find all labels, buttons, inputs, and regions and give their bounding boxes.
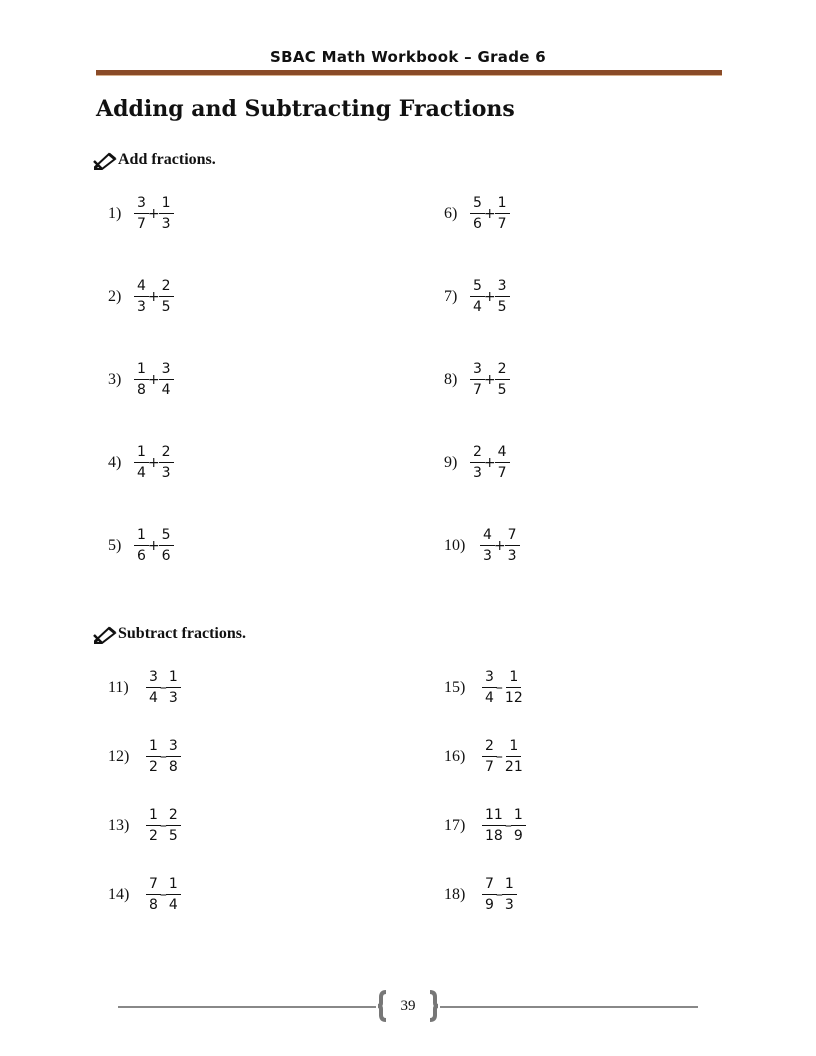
numerator: 3 xyxy=(495,279,510,297)
numerator: 1 xyxy=(506,739,521,757)
numerator: 1 xyxy=(134,445,149,463)
fraction xyxy=(502,670,526,705)
numerator: 1 xyxy=(166,877,181,895)
operator: – xyxy=(159,748,167,765)
denominator: 4 xyxy=(473,299,482,315)
numerator: 1 xyxy=(134,528,149,546)
numerator: 1 xyxy=(134,362,149,380)
operator: + xyxy=(147,454,160,471)
numerator: 1 xyxy=(159,196,174,214)
numerator: 3 xyxy=(166,739,181,757)
fraction xyxy=(146,877,161,912)
section-heading-label: Subtract fractions. xyxy=(118,625,246,642)
fraction-expression xyxy=(146,670,181,705)
operator: + xyxy=(147,537,160,554)
problem-number: 14) xyxy=(108,885,130,903)
fraction-expression xyxy=(146,739,181,774)
fraction xyxy=(502,739,526,774)
fraction-expression xyxy=(480,528,520,563)
fraction xyxy=(511,808,526,843)
fraction-expression xyxy=(482,808,526,843)
problem-add-4 xyxy=(108,445,174,480)
fraction xyxy=(480,528,495,563)
fraction xyxy=(134,445,149,480)
fraction xyxy=(146,808,161,843)
fraction-expression xyxy=(482,670,526,705)
numerator: 5 xyxy=(470,196,485,214)
operator: + xyxy=(147,288,160,305)
problem-add-9 xyxy=(444,445,510,480)
problem-add-2 xyxy=(108,279,174,314)
problem-number: 1) xyxy=(108,204,122,222)
denominator: 8 xyxy=(149,897,158,913)
fraction xyxy=(134,196,149,231)
problem-subtract-6 xyxy=(444,739,526,774)
fraction xyxy=(505,528,520,563)
section-heading-subtract xyxy=(92,624,246,644)
problem-subtract-1 xyxy=(108,670,181,705)
operator: – xyxy=(495,679,503,696)
fraction-expression xyxy=(470,362,510,397)
fraction-expression xyxy=(134,196,174,231)
numerator: 1 xyxy=(511,808,526,826)
fraction-expression xyxy=(134,279,174,314)
fraction xyxy=(482,808,506,843)
problem-number: 3) xyxy=(108,370,122,388)
fraction-expression xyxy=(470,445,510,480)
fraction xyxy=(495,445,510,480)
numerator: 3 xyxy=(482,670,497,688)
problem-add-6 xyxy=(444,196,510,231)
problem-subtract-8 xyxy=(444,877,517,912)
problem-number: 12) xyxy=(108,747,130,765)
denominator: 5 xyxy=(168,828,178,844)
fraction xyxy=(495,196,510,231)
fraction-expression xyxy=(134,362,174,397)
numerator: 3 xyxy=(134,196,149,214)
denominator: 3 xyxy=(473,465,482,481)
fraction-expression xyxy=(146,808,181,843)
denominator: 7 xyxy=(137,216,146,232)
operator: + xyxy=(493,537,506,554)
problem-number: 9) xyxy=(444,453,458,471)
problem-number: 18) xyxy=(444,885,466,903)
fraction-expression xyxy=(134,528,174,563)
operator: – xyxy=(495,748,503,765)
denominator: 5 xyxy=(497,382,507,398)
fraction-expression xyxy=(146,877,181,912)
denominator: 4 xyxy=(137,465,146,481)
section-heading-add xyxy=(92,150,216,170)
problem-add-5 xyxy=(108,528,174,563)
denominator: 7 xyxy=(485,759,494,775)
operator: – xyxy=(504,817,512,834)
operator: + xyxy=(483,371,496,388)
denominator: 3 xyxy=(504,897,514,913)
problem-add-1 xyxy=(108,196,174,231)
fraction xyxy=(495,362,510,397)
fraction xyxy=(482,670,497,705)
fraction-expression xyxy=(134,445,174,480)
denominator: 3 xyxy=(483,548,492,564)
fraction xyxy=(159,279,174,314)
problem-number: 5) xyxy=(108,536,122,554)
header-rule xyxy=(96,70,722,76)
operator: – xyxy=(495,886,503,903)
fraction xyxy=(470,445,485,480)
fraction xyxy=(166,808,181,843)
operator: + xyxy=(483,288,496,305)
fraction xyxy=(134,362,149,397)
fraction xyxy=(166,739,181,774)
problem-number: 7) xyxy=(444,287,458,305)
denominator: 3 xyxy=(507,548,517,564)
problem-add-8 xyxy=(444,362,510,397)
problem-number: 4) xyxy=(108,453,122,471)
footer-rule-right xyxy=(440,1006,698,1008)
problem-subtract-7 xyxy=(444,808,526,843)
operator: – xyxy=(159,886,167,903)
numerator: 5 xyxy=(159,528,174,546)
operator: – xyxy=(159,679,167,696)
numerator: 1 xyxy=(166,670,181,688)
fraction xyxy=(502,877,517,912)
header-title: SBAC Math Workbook – Grade 6 xyxy=(270,48,546,66)
fraction-expression xyxy=(470,196,510,231)
numerator: 2 xyxy=(159,279,174,297)
page-number-box xyxy=(378,990,438,1022)
fraction-expression xyxy=(470,279,510,314)
fraction xyxy=(495,279,510,314)
numerator: 1 xyxy=(502,877,517,895)
problem-number: 8) xyxy=(444,370,458,388)
denominator: 2 xyxy=(149,828,158,844)
numerator: 7 xyxy=(482,877,497,895)
numerator: 2 xyxy=(495,362,510,380)
denominator: 3 xyxy=(161,216,171,232)
fraction xyxy=(482,877,497,912)
problem-add-10 xyxy=(444,528,520,563)
numerator: 2 xyxy=(470,445,485,463)
denominator: 7 xyxy=(497,216,507,232)
problem-number: 11) xyxy=(108,678,129,696)
numerator: 1 xyxy=(146,739,161,757)
fraction xyxy=(166,670,181,705)
numerator: 3 xyxy=(470,362,485,380)
denominator: 21 xyxy=(504,759,523,775)
pencil-icon xyxy=(92,624,118,644)
fraction xyxy=(134,279,149,314)
fraction xyxy=(166,877,181,912)
denominator: 4 xyxy=(161,382,171,398)
numerator: 4 xyxy=(495,445,510,463)
problem-number: 6) xyxy=(444,204,458,222)
problem-add-7 xyxy=(444,279,510,314)
problem-number: 15) xyxy=(444,678,466,696)
numerator: 3 xyxy=(159,362,174,380)
problem-subtract-4 xyxy=(108,877,181,912)
denominator: 7 xyxy=(497,465,507,481)
fraction xyxy=(146,739,161,774)
denominator: 12 xyxy=(504,690,523,706)
numerator: 3 xyxy=(146,670,161,688)
problem-number: 2) xyxy=(108,287,122,305)
fraction xyxy=(470,279,485,314)
denominator: 8 xyxy=(168,759,178,775)
numerator: 5 xyxy=(470,279,485,297)
pencil-icon xyxy=(92,150,118,170)
numerator: 2 xyxy=(482,739,497,757)
denominator: 3 xyxy=(137,299,146,315)
problem-subtract-3 xyxy=(108,808,181,843)
operator: – xyxy=(159,817,167,834)
numerator: 11 xyxy=(482,808,506,826)
denominator: 4 xyxy=(485,690,494,706)
operator: + xyxy=(147,205,160,222)
denominator: 3 xyxy=(168,690,178,706)
problem-number: 13) xyxy=(108,816,130,834)
denominator: 7 xyxy=(473,382,482,398)
fraction-expression xyxy=(482,739,526,774)
footer-rule-left xyxy=(118,1006,376,1008)
numerator: 2 xyxy=(159,445,174,463)
problem-number: 16) xyxy=(444,747,466,765)
operator: + xyxy=(483,205,496,222)
section-heading-label: Add fractions. xyxy=(118,151,216,168)
problem-number: 10) xyxy=(444,536,466,554)
denominator: 6 xyxy=(473,216,482,232)
numerator: 1 xyxy=(146,808,161,826)
denominator: 5 xyxy=(161,299,171,315)
fraction xyxy=(159,196,174,231)
page-number: 39 xyxy=(400,997,416,1014)
denominator: 6 xyxy=(161,548,171,564)
fraction xyxy=(159,445,174,480)
denominator: 3 xyxy=(161,465,171,481)
numerator: 1 xyxy=(495,196,510,214)
fraction xyxy=(159,528,174,563)
numerator: 2 xyxy=(166,808,181,826)
denominator: 8 xyxy=(137,382,146,398)
operator: + xyxy=(483,454,496,471)
denominator: 4 xyxy=(149,690,158,706)
page-title: Adding and Subtracting Fractions xyxy=(96,96,515,122)
numerator: 4 xyxy=(134,279,149,297)
fraction xyxy=(159,362,174,397)
denominator: 18 xyxy=(485,828,503,844)
fraction xyxy=(470,196,485,231)
problem-subtract-2 xyxy=(108,739,181,774)
denominator: 5 xyxy=(497,299,507,315)
denominator: 9 xyxy=(513,828,523,844)
denominator: 4 xyxy=(168,897,178,913)
numerator: 4 xyxy=(480,528,495,546)
problem-add-3 xyxy=(108,362,174,397)
fraction xyxy=(482,739,497,774)
numerator: 7 xyxy=(146,877,161,895)
denominator: 9 xyxy=(485,897,494,913)
fraction xyxy=(470,362,485,397)
fraction-expression xyxy=(482,877,517,912)
fraction xyxy=(134,528,149,563)
numerator: 1 xyxy=(506,670,521,688)
operator: + xyxy=(147,371,160,388)
denominator: 2 xyxy=(149,759,158,775)
denominator: 6 xyxy=(137,548,146,564)
problem-subtract-5 xyxy=(444,670,526,705)
problem-number: 17) xyxy=(444,816,466,834)
numerator: 7 xyxy=(505,528,520,546)
fraction xyxy=(146,670,161,705)
